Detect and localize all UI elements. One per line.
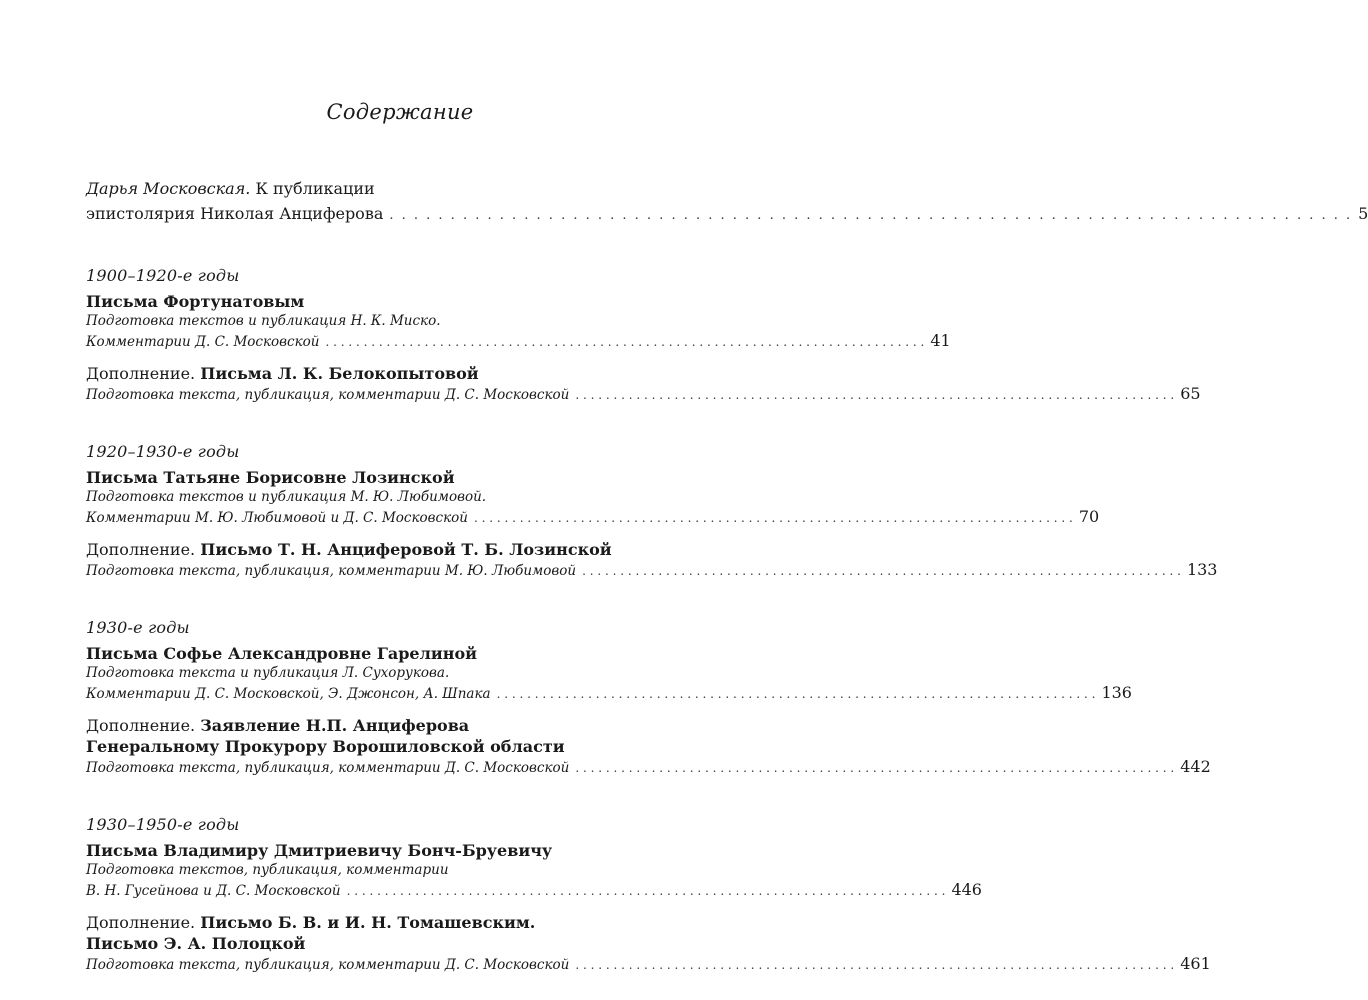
entry-credit-last [86, 384, 1201, 405]
page-number: 461 [1180, 954, 1211, 973]
toc-entry[interactable] [86, 840, 982, 901]
dot-leader [474, 509, 1073, 528]
page-title: Содержание [326, 100, 474, 124]
dot-leader [575, 759, 1174, 778]
page-number: 442 [1180, 757, 1211, 776]
entry-credit-last [86, 507, 1100, 528]
toc-section [86, 265, 1201, 405]
entry-title-bold: Письмо Т. Н. Анциферовой Т. Б. Лозинской [200, 540, 612, 559]
entry-credit-text: Подготовка текста, публикация, комментарии М. Ю. Любимовой [86, 563, 577, 579]
section-heading: 1900–1920-е годы [86, 266, 240, 285]
entry-credit: Подготовка текста и публикация Л. Сухорукова. [86, 665, 450, 681]
entry-credit-last [86, 880, 982, 901]
entry-title-bold: Заявление Н.П. Анциферова [200, 716, 470, 735]
toc-entry[interactable] [86, 643, 1132, 704]
intro-line-1 [86, 176, 702, 201]
entry-credit: Подготовка текстов и публикация М. Ю. Любимовой. [86, 489, 487, 505]
entry-credit-text: Комментарии Д. С. Московской, Э. Джонсон, А. Шпака [86, 686, 491, 702]
entry-title: Письма Владимиру Дмитриевичу Бонч-Бруевичу [86, 841, 553, 860]
toc-entry[interactable] [86, 715, 1211, 778]
entry-prefix: Дополнение. [86, 540, 196, 559]
section-heading: 1930-е годы [86, 618, 190, 637]
dot-leader [326, 333, 925, 352]
entry-credit-text: Комментарии Д. С. Московской [86, 334, 320, 350]
toc-section [86, 814, 1211, 975]
entry-title [86, 363, 702, 384]
dot-leader [582, 562, 1181, 581]
entry-credit-last [86, 683, 1132, 704]
dot-leader [575, 956, 1174, 975]
entry-title-bold: Письмо Б. В. и И. Н. Томашевским. [200, 913, 536, 932]
page-number: 133 [1186, 560, 1218, 579]
entry-credit-text: Комментарии М. Ю. Любимовой и Д. С. Московской [86, 510, 468, 526]
entry-credit-text: В. Н. Гусейнова и Д. С. Московской [86, 883, 341, 899]
entry-title [86, 912, 702, 933]
page-number: 446 [951, 880, 982, 899]
section-heading: 1930–1950-е годы [86, 815, 240, 834]
toc-entry[interactable] [86, 539, 1218, 581]
entry-title [86, 539, 702, 560]
entry-credit-last [86, 560, 1218, 581]
toc-section [86, 617, 1211, 778]
dot-leader [389, 203, 1352, 228]
dot-leader [575, 386, 1174, 405]
dot-leader [347, 882, 946, 901]
entry-title: Письма Софье Александровне Гарелиной [86, 644, 478, 663]
toc-entry[interactable] [86, 467, 1100, 528]
entry-credit-text: Подготовка текста, публикация, комментарии Д. С. Московской [86, 957, 570, 973]
entry-title [86, 715, 702, 736]
toc-entry[interactable] [86, 291, 951, 352]
page-number: 65 [1180, 384, 1201, 403]
toc-section [86, 441, 1218, 581]
section-heading: 1920–1930-е годы [86, 442, 240, 461]
entry-credit: Подготовка текстов и публикация Н. К. Миско. [86, 313, 441, 329]
page-number: 41 [930, 331, 951, 350]
entry-title-continued: Генеральному Прокурору Ворошиловской области [86, 737, 565, 756]
page-number: 5 [1358, 204, 1368, 223]
entry-credit: Подготовка текстов, публикация, комментарии [86, 862, 449, 878]
page-number: 70 [1078, 507, 1100, 526]
entry-title-bold: Письма Л. К. Белокопытовой [200, 364, 479, 383]
dot-leader [497, 685, 1096, 704]
toc-entry-intro[interactable] [86, 176, 1368, 228]
entry-prefix: Дополнение. [86, 913, 196, 932]
intro-author: Дарья Московская. [86, 179, 251, 198]
toc-entry[interactable] [86, 912, 1211, 975]
entry-prefix: Дополнение. [86, 716, 196, 735]
entry-credit-text: Подготовка текста, публикация, комментарии Д. С. Московской [86, 387, 570, 403]
toc-entry[interactable] [86, 363, 1201, 405]
table-of-contents [86, 176, 1368, 975]
entry-credit-last [86, 954, 1211, 975]
entry-title: Письма Татьяне Борисовне Лозинской [86, 468, 455, 487]
entry-title: Письма Фортунатовым [86, 292, 305, 311]
entry-credit-text: Подготовка текста, публикация, комментарии Д. С. Московской [86, 760, 570, 776]
entry-prefix: Дополнение. [86, 364, 196, 383]
page-number: 136 [1101, 683, 1132, 702]
intro-title-part-2: эпистолярия Николая Анциферова [86, 204, 384, 223]
entry-credit-last [86, 757, 1211, 778]
intro-line-2 [86, 201, 1368, 228]
entry-title-continued: Письмо Э. А. Полоцкой [86, 934, 306, 953]
intro-title-part-1: К публикации [255, 179, 375, 198]
entry-credit-last [86, 331, 951, 352]
